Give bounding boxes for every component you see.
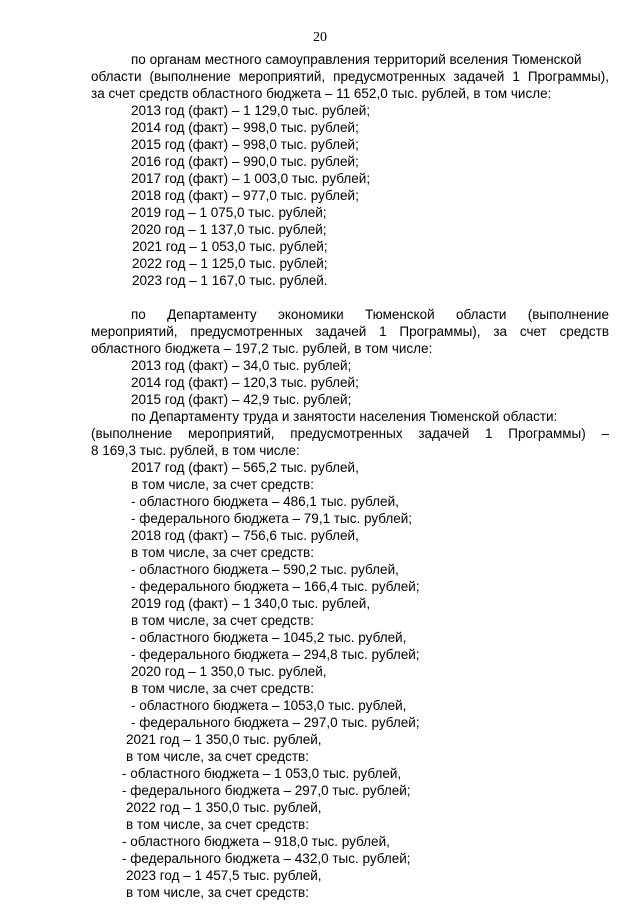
list-item: - федерального бюджета – 297,0 тыс. рублей; [131, 715, 420, 730]
list-item: 2015 год (факт) – 42,9 тыс. рублей; [131, 392, 352, 407]
list-item: 2014 год (факт) – 998,0 тыс. рублей; [131, 120, 359, 135]
list-item: 2023 год – 1 457,5 тыс. рублей, [126, 868, 322, 883]
list-item: 2017 год (факт) – 1 003,0 тыс. рублей; [131, 171, 371, 186]
paragraph-municipal-line-3: за счет средств областного бюджета – 11 652,0 тыс. рублей, в том числе: [91, 86, 552, 101]
paragraph-economy-line-3: областного бюджета – 197,2 тыс. рублей, в том числе: [91, 341, 433, 356]
list-item: - федерального бюджета – 297,0 тыс. рублей; [122, 783, 411, 798]
list-item: 2017 год (факт) – 565,2 тыс. рублей, [131, 460, 359, 475]
paragraph-economy-line-1: по Департаменту экономики Тюменской области (выполнение [131, 307, 609, 322]
list-item: 2018 год (факт) – 756,6 тыс. рублей, [131, 528, 359, 543]
list-item: - федерального бюджета – 294,8 тыс. рублей; [131, 647, 420, 662]
list-item: в том числе, за счет средств: [131, 613, 314, 628]
paragraph-labor-line-1: по Департаменту труда и занятости населения Тюменской области: [131, 409, 558, 424]
list-item: в том числе, за счет средств: [131, 681, 314, 696]
list-item: 2020 год – 1 137,0 тыс. рублей; [131, 222, 327, 237]
list-item: 2019 год – 1 075,0 тыс. рублей; [131, 205, 327, 220]
list-item: в том числе, за счет средств: [131, 545, 314, 560]
list-item: 2013 год (факт) – 1 129,0 тыс. рублей; [131, 103, 371, 118]
list-item: - областного бюджета – 1053,0 тыс. рублей, [131, 698, 407, 713]
page-number: 20 [313, 30, 327, 45]
list-item: - областного бюджета – 918,0 тыс. рублей, [122, 834, 390, 849]
list-item: 2016 год (факт) – 990,0 тыс. рублей; [131, 154, 359, 169]
paragraph-municipal-line-2: области (выполнение мероприятий, предусмотренных задачей 1 Программы), [91, 69, 609, 84]
list-item: 2013 год (факт) – 34,0 тыс. рублей; [131, 358, 352, 373]
list-item: 2019 год (факт) – 1 340,0 тыс. рублей, [131, 596, 371, 611]
list-item: - федерального бюджета – 79,1 тыс. рублей; [131, 511, 413, 526]
list-item: в том числе, за счет средств: [131, 477, 314, 492]
list-item: - областного бюджета – 486,1 тыс. рублей, [131, 494, 399, 509]
paragraph-economy-line-2: мероприятий, предусмотренных задачей 1 Программы), за счет средств [91, 324, 609, 339]
list-item: в том числе, за счет средств: [126, 885, 309, 900]
list-item: в том числе, за счет средств: [126, 817, 309, 832]
list-item: 2023 год – 1 167,0 тыс. рублей. [132, 273, 328, 288]
list-item: в том числе, за счет средств: [126, 749, 309, 764]
list-item: 2022 год – 1 350,0 тыс. рублей, [126, 800, 322, 815]
list-item: 2021 год – 1 053,0 тыс. рублей; [132, 239, 328, 254]
list-item: 2020 год – 1 350,0 тыс. рублей, [131, 664, 327, 679]
list-item: 2021 год – 1 350,0 тыс. рублей, [126, 732, 322, 747]
list-item: 2014 год (факт) – 120,3 тыс. рублей; [131, 375, 359, 390]
list-item: - федерального бюджета – 432,0 тыс. рублей; [122, 851, 411, 866]
list-item: 2018 год (факт) – 977,0 тыс. рублей; [131, 188, 359, 203]
list-item: - областного бюджета – 1045,2 тыс. рублей, [131, 630, 407, 645]
list-item: - областного бюджета – 1 053,0 тыс. рублей, [122, 766, 402, 781]
list-item: - федерального бюджета – 166,4 тыс. рублей; [131, 579, 420, 594]
list-item: 2022 год – 1 125,0 тыс. рублей; [132, 256, 328, 271]
paragraph-municipal-line-1: по органам местного самоуправления территорий вселения Тюменской [131, 52, 582, 67]
paragraph-labor-line-3: 8 169,3 тыс. рублей, в том числе: [91, 443, 300, 458]
list-item: 2015 год (факт) – 998,0 тыс. рублей; [131, 137, 359, 152]
paragraph-labor-line-2: (выполнение мероприятий, предусмотренных задачей 1 Программы) – [91, 426, 609, 441]
list-item: - областного бюджета – 590,2 тыс. рублей, [131, 562, 399, 577]
